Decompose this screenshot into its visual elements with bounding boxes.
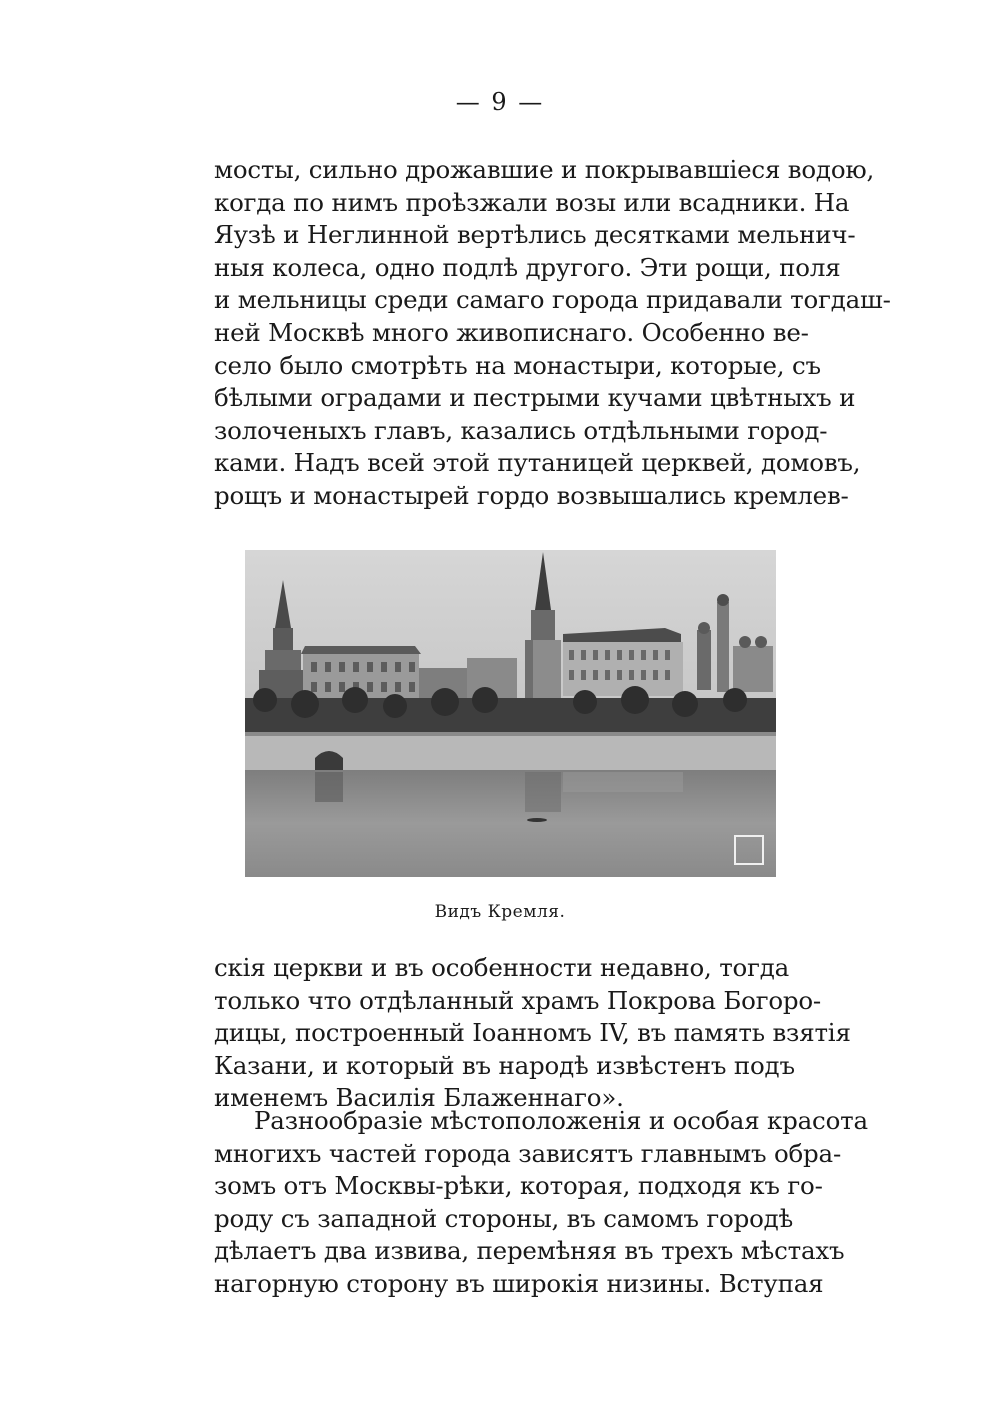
text-line: рощъ и монастырей гордо возвышались кремлев- [214, 480, 849, 510]
kremlin-photo [245, 550, 776, 877]
text-line: золоченыхъ главъ, казались отдѣльными город- [214, 415, 828, 445]
text-line: мосты, сильно дрожавшие и покрывавшіеся водою, [214, 155, 875, 184]
kremlin-photo-illustration [245, 550, 776, 877]
page-number: — 9 — [455, 88, 545, 116]
text-line: роду съ западной стороны, въ самомъ городѣ [214, 1203, 794, 1233]
body-text-paragraph-2 [214, 1105, 868, 1301]
body-text-top [214, 154, 891, 513]
text-line: ней Москвѣ много живописнаго. Особенно ве- [214, 317, 809, 347]
text-line: село было смотрѣть на монастыри, которые, съ [214, 350, 821, 380]
text-line: зомъ отъ Москвы-рѣки, которая, подходя къ го- [214, 1171, 823, 1201]
text-line: нагорную сторону въ широкія низины. Вступая [214, 1268, 824, 1298]
text-line: Разнообразіе мѣстоположенія и особая красота [254, 1106, 868, 1135]
text-line: когда по нимъ проѣзжали возы или всадники. На [214, 187, 850, 217]
text-line: Казани, и который въ народѣ извѣстенъ подъ [214, 1050, 795, 1080]
text-line: только что отдѣланный храмъ Покрова Богоро- [214, 985, 821, 1015]
text-line: именемъ Василія Блаженнаго». [214, 1083, 624, 1113]
figure-caption: Видъ Кремля. [434, 902, 566, 922]
text-line: ками. Надъ всей этой путаницей церквей, домовъ, [214, 448, 861, 478]
text-line: многихъ частей города зависятъ главнымъ обра- [214, 1138, 842, 1168]
body-text-bottom [214, 952, 851, 1115]
text-line: ныя колеса, одно подлѣ другого. Эти рощи, поля [214, 252, 841, 282]
text-line: дѣлаетъ два извива, перемѣняя въ трехъ мѣстахъ [214, 1236, 845, 1266]
text-line: Яузѣ и Неглинной вертѣлись десятками мельнич- [214, 220, 856, 250]
text-line: бѣлыми оградами и пестрыми кучами цвѣтныхъ и [214, 383, 856, 413]
text-line: и мельницы среди самаго города придавали тогдаш- [214, 285, 891, 315]
text-line: скія церкви и въ особенности недавно, тогда [214, 953, 790, 982]
text-line: дицы, построенный Іоанномъ IV, въ память взятія [214, 1018, 851, 1048]
